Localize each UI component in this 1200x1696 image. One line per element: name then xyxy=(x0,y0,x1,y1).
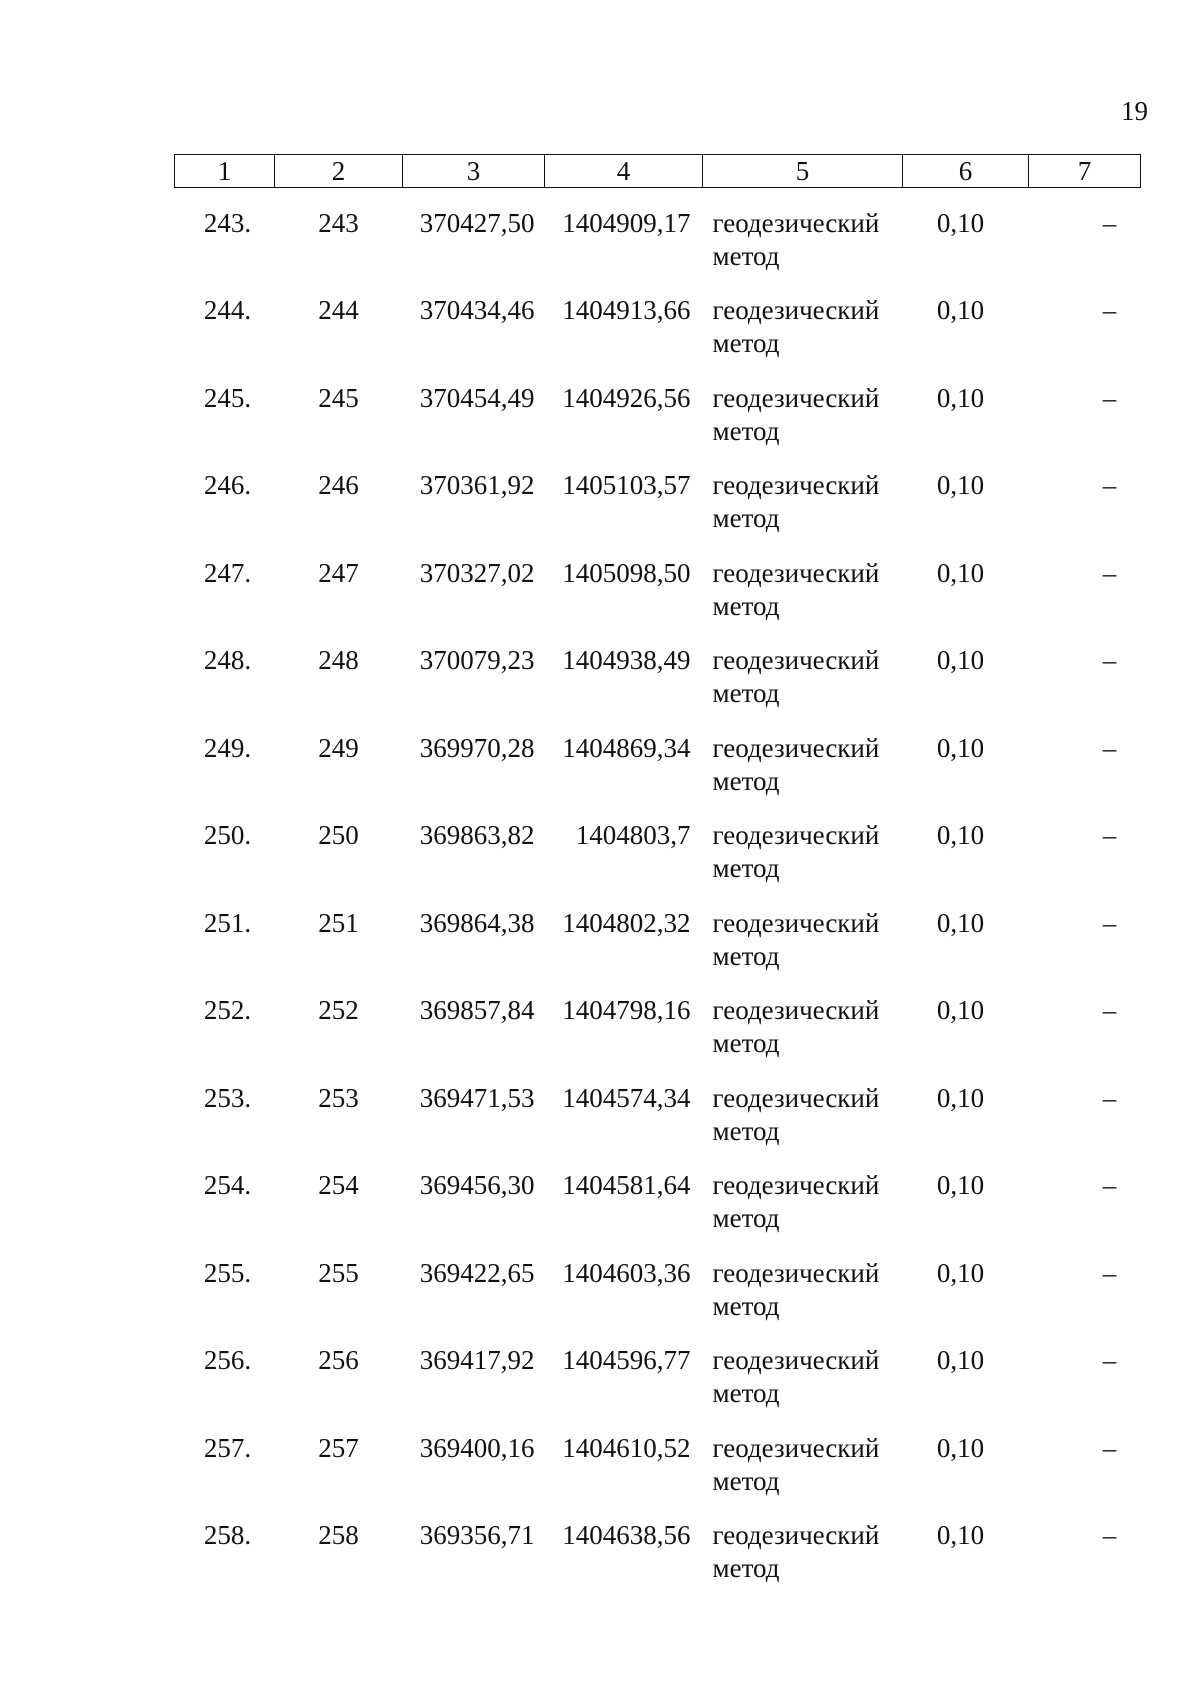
accuracy-cell: 0,10 xyxy=(936,1432,985,1463)
x-coordinate-cell: 370327,02 xyxy=(419,557,535,588)
table-header xyxy=(175,155,1141,188)
method-cell: геодезический метод xyxy=(712,1345,880,1408)
note-cell: – xyxy=(1102,732,1117,763)
table-row xyxy=(175,1325,1141,1413)
method-cell: геодезический метод xyxy=(712,382,880,446)
point-id-cell: 254 xyxy=(318,1170,359,1200)
method-cell: геодезический метод xyxy=(712,1520,880,1583)
point-id-cell: 248 xyxy=(318,645,359,675)
method-cell: геодезический метод xyxy=(712,557,880,621)
x-coordinate-cell: 369356,71 xyxy=(419,1520,535,1550)
point-id-cell: 245 xyxy=(318,382,359,413)
x-coordinate-cell: 369857,84 xyxy=(419,995,535,1025)
table-row xyxy=(175,275,1141,363)
accuracy-cell: 0,10 xyxy=(936,732,985,763)
y-coordinate-cell: 1404909,17 xyxy=(562,208,691,238)
note-cell: – xyxy=(1102,995,1117,1025)
method-cell: геодезический метод xyxy=(712,820,880,883)
y-coordinate-cell: 1405098,50 xyxy=(562,557,691,588)
method-cell: геодезический метод xyxy=(712,295,880,358)
table-row xyxy=(175,1413,1141,1501)
accuracy-cell: 0,10 xyxy=(936,1345,985,1375)
accuracy-cell: 0,10 xyxy=(936,645,985,675)
x-coordinate-cell: 369456,30 xyxy=(419,1170,535,1200)
table-row xyxy=(175,713,1141,801)
point-id-cell: 253 xyxy=(318,1082,359,1113)
y-coordinate-cell: 1404638,56 xyxy=(562,1520,691,1550)
table-body xyxy=(175,188,1141,1588)
x-coordinate-cell: 369863,82 xyxy=(419,820,535,850)
note-cell: – xyxy=(1102,1257,1117,1288)
accuracy-cell: 0,10 xyxy=(936,995,985,1025)
row-number-cell: 245. xyxy=(203,382,252,413)
accuracy-cell: 0,10 xyxy=(936,382,985,413)
point-id-cell: 256 xyxy=(318,1345,359,1375)
y-coordinate-cell: 1404574,34 xyxy=(562,1082,691,1113)
x-coordinate-cell: 369422,65 xyxy=(419,1257,535,1288)
row-number-cell: 255. xyxy=(203,1257,252,1288)
method-cell: геодезический метод xyxy=(712,208,880,271)
accuracy-cell: 0,10 xyxy=(936,1082,985,1113)
y-coordinate-cell: 1404610,52 xyxy=(562,1432,691,1463)
table-row xyxy=(175,975,1141,1063)
method-cell: геодезический метод xyxy=(712,995,880,1058)
x-coordinate-cell: 370427,50 xyxy=(419,208,535,238)
table-row xyxy=(175,800,1141,888)
table-row xyxy=(175,538,1141,626)
header-row xyxy=(175,155,1141,188)
y-coordinate-cell: 1404798,16 xyxy=(562,995,691,1025)
method-cell: геодезический метод xyxy=(712,1257,880,1321)
note-cell: – xyxy=(1102,295,1117,325)
y-coordinate-cell: 1404603,36 xyxy=(562,1257,691,1288)
note-cell: – xyxy=(1102,907,1117,938)
column-header: 4 xyxy=(545,155,703,188)
column-header: 5 xyxy=(703,155,903,188)
table-row xyxy=(175,1500,1141,1588)
point-id-cell: 244 xyxy=(318,295,359,325)
column-header: 7 xyxy=(1029,155,1141,188)
note-cell: – xyxy=(1102,470,1117,500)
column-header: 2 xyxy=(275,155,403,188)
note-cell: – xyxy=(1102,1520,1117,1550)
y-coordinate-cell: 1404802,32 xyxy=(562,907,691,938)
point-id-cell: 247 xyxy=(318,557,359,588)
point-id-cell: 249 xyxy=(318,732,359,763)
accuracy-cell: 0,10 xyxy=(936,820,985,850)
accuracy-cell: 0,10 xyxy=(936,1170,985,1200)
note-cell: – xyxy=(1102,1170,1117,1200)
x-coordinate-cell: 370079,23 xyxy=(419,645,535,675)
accuracy-cell: 0,10 xyxy=(936,557,985,588)
row-number-cell: 253. xyxy=(203,1082,252,1113)
row-number-cell: 254. xyxy=(203,1170,252,1200)
y-coordinate-cell: 1404803,7 xyxy=(575,820,691,850)
row-number-cell: 248. xyxy=(203,645,252,675)
accuracy-cell: 0,10 xyxy=(936,1257,985,1288)
accuracy-cell: 0,10 xyxy=(936,1520,985,1550)
y-coordinate-cell: 1405103,57 xyxy=(562,470,691,500)
table-row xyxy=(175,1063,1141,1151)
y-coordinate-cell: 1404869,34 xyxy=(562,732,691,763)
row-number-cell: 256. xyxy=(203,1345,252,1375)
x-coordinate-cell: 370361,92 xyxy=(419,470,535,500)
y-coordinate-cell: 1404926,56 xyxy=(562,382,691,413)
method-cell: геодезический метод xyxy=(712,1432,880,1496)
y-coordinate-cell: 1404581,64 xyxy=(562,1170,691,1200)
note-cell: – xyxy=(1102,557,1117,588)
table-row xyxy=(175,625,1141,713)
note-cell: – xyxy=(1102,382,1117,413)
point-id-cell: 246 xyxy=(318,470,359,500)
x-coordinate-cell: 370434,46 xyxy=(419,295,535,325)
note-cell: – xyxy=(1102,820,1117,850)
table-row xyxy=(175,188,1141,276)
row-number-cell: 250. xyxy=(203,820,252,850)
y-coordinate-cell: 1404938,49 xyxy=(562,645,691,675)
table-row xyxy=(175,450,1141,538)
point-id-cell: 250 xyxy=(318,820,359,850)
accuracy-cell: 0,10 xyxy=(936,295,985,325)
y-coordinate-cell: 1404913,66 xyxy=(562,295,691,325)
point-id-cell: 252 xyxy=(318,995,359,1025)
method-cell: геодезический метод xyxy=(712,907,880,971)
row-number-cell: 247. xyxy=(203,557,252,588)
x-coordinate-cell: 369864,38 xyxy=(419,907,535,938)
table-row xyxy=(175,888,1141,976)
point-id-cell: 258 xyxy=(318,1520,359,1550)
point-id-cell: 257 xyxy=(318,1432,359,1463)
point-id-cell: 243 xyxy=(318,208,359,238)
note-cell: – xyxy=(1102,1082,1117,1113)
method-cell: геодезический метод xyxy=(712,645,880,708)
row-number-cell: 249. xyxy=(203,732,252,763)
row-number-cell: 246. xyxy=(203,470,252,500)
x-coordinate-cell: 369471,53 xyxy=(419,1082,535,1113)
note-cell: – xyxy=(1102,645,1117,675)
coordinates-table xyxy=(174,154,1141,1588)
accuracy-cell: 0,10 xyxy=(936,470,985,500)
y-coordinate-cell: 1404596,77 xyxy=(562,1345,691,1375)
page-number: 19 xyxy=(1121,96,1148,126)
table-row xyxy=(175,1238,1141,1326)
point-id-cell: 255 xyxy=(318,1257,359,1288)
accuracy-cell: 0,10 xyxy=(936,907,985,938)
x-coordinate-cell: 370454,49 xyxy=(419,382,535,413)
column-header: 6 xyxy=(903,155,1029,188)
table-row xyxy=(175,1150,1141,1238)
table-row xyxy=(175,363,1141,451)
note-cell: – xyxy=(1102,208,1117,238)
method-cell: геодезический метод xyxy=(712,1082,880,1146)
column-header: 3 xyxy=(403,155,545,188)
method-cell: геодезический метод xyxy=(712,732,880,796)
x-coordinate-cell: 369417,92 xyxy=(419,1345,535,1375)
method-cell: геодезический метод xyxy=(712,1170,880,1233)
method-cell: геодезический метод xyxy=(712,470,880,533)
row-number-cell: 252. xyxy=(203,995,252,1025)
row-number-cell: 243. xyxy=(203,208,252,238)
accuracy-cell: 0,10 xyxy=(936,208,985,238)
column-header: 1 xyxy=(175,155,275,188)
row-number-cell: 257. xyxy=(203,1432,252,1463)
note-cell: – xyxy=(1102,1432,1117,1463)
row-number-cell: 244. xyxy=(203,295,252,325)
row-number-cell: 258. xyxy=(203,1520,252,1550)
x-coordinate-cell: 369400,16 xyxy=(419,1432,535,1463)
x-coordinate-cell: 369970,28 xyxy=(419,732,535,763)
row-number-cell: 251. xyxy=(203,907,252,938)
note-cell: – xyxy=(1102,1345,1117,1375)
point-id-cell: 251 xyxy=(318,907,359,938)
